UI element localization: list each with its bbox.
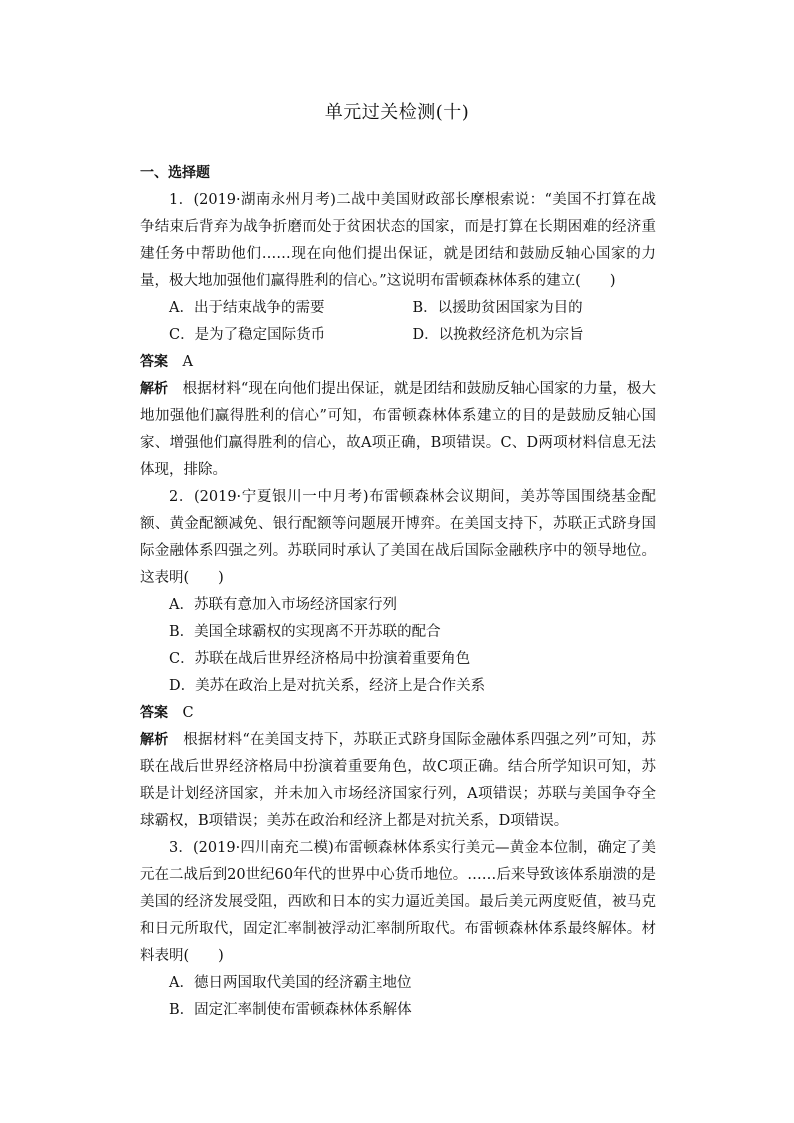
explain-text: 根据材料“现在向他们提出保证，就是团结和鼓励反轴心国家的力量，极大地加强他们赢得胜利的信心”可知，布雷顿森林体系建立的目的是鼓励反轴心国家、增强他们赢得胜利的信心，故A项正确，B项错误。C、D两项材料信息无法体现，排除。	[140, 381, 656, 478]
page-title: 单元过关检测(十)	[324, 102, 470, 123]
question-3	[140, 835, 656, 1024]
option-d: D．美苏在政治上是对抗关系，经济上是合作关系	[169, 678, 486, 694]
question-1	[140, 187, 656, 484]
option-c: C．苏联在战后世界经济格局中扮演着重要角色	[169, 651, 471, 667]
explain-label: 解析	[140, 381, 169, 397]
question-stem: 3．(2019·四川南充二模)布雷顿森林体系实行美元—黄金本位制，确定了美元在二战后到20世纪60年代的世界中心货币地位。……后来导致该体系崩溃的是美国的经济发展受阻，西欧和日本的实力逼近美国。最后美元两度贬值，被马克和日元所取代，固定汇率制被浮动汇率制所取代。布雷顿森林体系最终解体。材料表明( )	[140, 840, 656, 964]
option-d: D．以挽救经济危机为宗旨	[412, 327, 584, 343]
option-b: B．美国全球霸权的实现离不开苏联的配合	[169, 624, 441, 640]
explain-text: 根据材料“在美国支持下，苏联正式跻身国际金融体系四强之列”可知，苏联在战后世界经济格局中扮演着重要角色，故C项正确。结合所学知识可知，苏联是计划经济国家，并未加入市场经济国家行列，A项错误；苏联与美国争夺全球霸权，B项错误；美苏在政治和经济上都是对抗关系，D项错误。	[140, 732, 657, 829]
option-b: B．固定汇率制使布雷顿森林体系解体	[169, 1002, 412, 1018]
answer-line	[140, 349, 656, 376]
option-a: A．出于结束战争的需要	[169, 300, 325, 316]
answer-label: 答案	[140, 354, 168, 370]
content-body	[140, 160, 656, 1024]
options-row	[140, 322, 656, 349]
answer-line	[140, 700, 656, 727]
question-stem: 2．(2019·宁夏银川一中月考)布雷顿森林会议期间，美苏等国围绕基金配额、黄金配额减免、银行配额等问题展开博弈。在美国支持下，苏联正式跻身国际金融体系四强之列。苏联同时承认了美国在战后国际金融秩序中的领导地位。这表明( )	[140, 489, 656, 586]
question-2	[140, 484, 656, 835]
explanation	[140, 376, 656, 484]
explanation	[140, 727, 656, 835]
option-b: B．以援助贫困国家为目的	[412, 300, 583, 316]
option-a: A．德日两国取代美国的经济霸主地位	[169, 975, 412, 991]
answer-label: 答案	[140, 705, 168, 721]
question-stem: 1．(2019·湖南永州月考)二战中美国财政部长摩根索说：“美国不打算在战争结束后背弃为战争折磨而处于贫困状态的国家，而是打算在长期困难的经济重建任务中帮助他们……现在向他们提出保证，就是团结和鼓励反轴心国家的力量，极大地加强他们赢得胜利的信心。”这说明布雷顿森林体系的建立( )	[140, 192, 656, 289]
section-heading: 一、选择题	[140, 165, 210, 181]
options-row	[140, 295, 656, 322]
explain-label: 解析	[140, 732, 169, 748]
option-a: A．苏联有意加入市场经济国家行列	[169, 597, 397, 613]
option-c: C．是为了稳定国际货币	[169, 327, 326, 343]
answer-value: C	[182, 705, 194, 721]
answer-value: A	[182, 354, 193, 370]
